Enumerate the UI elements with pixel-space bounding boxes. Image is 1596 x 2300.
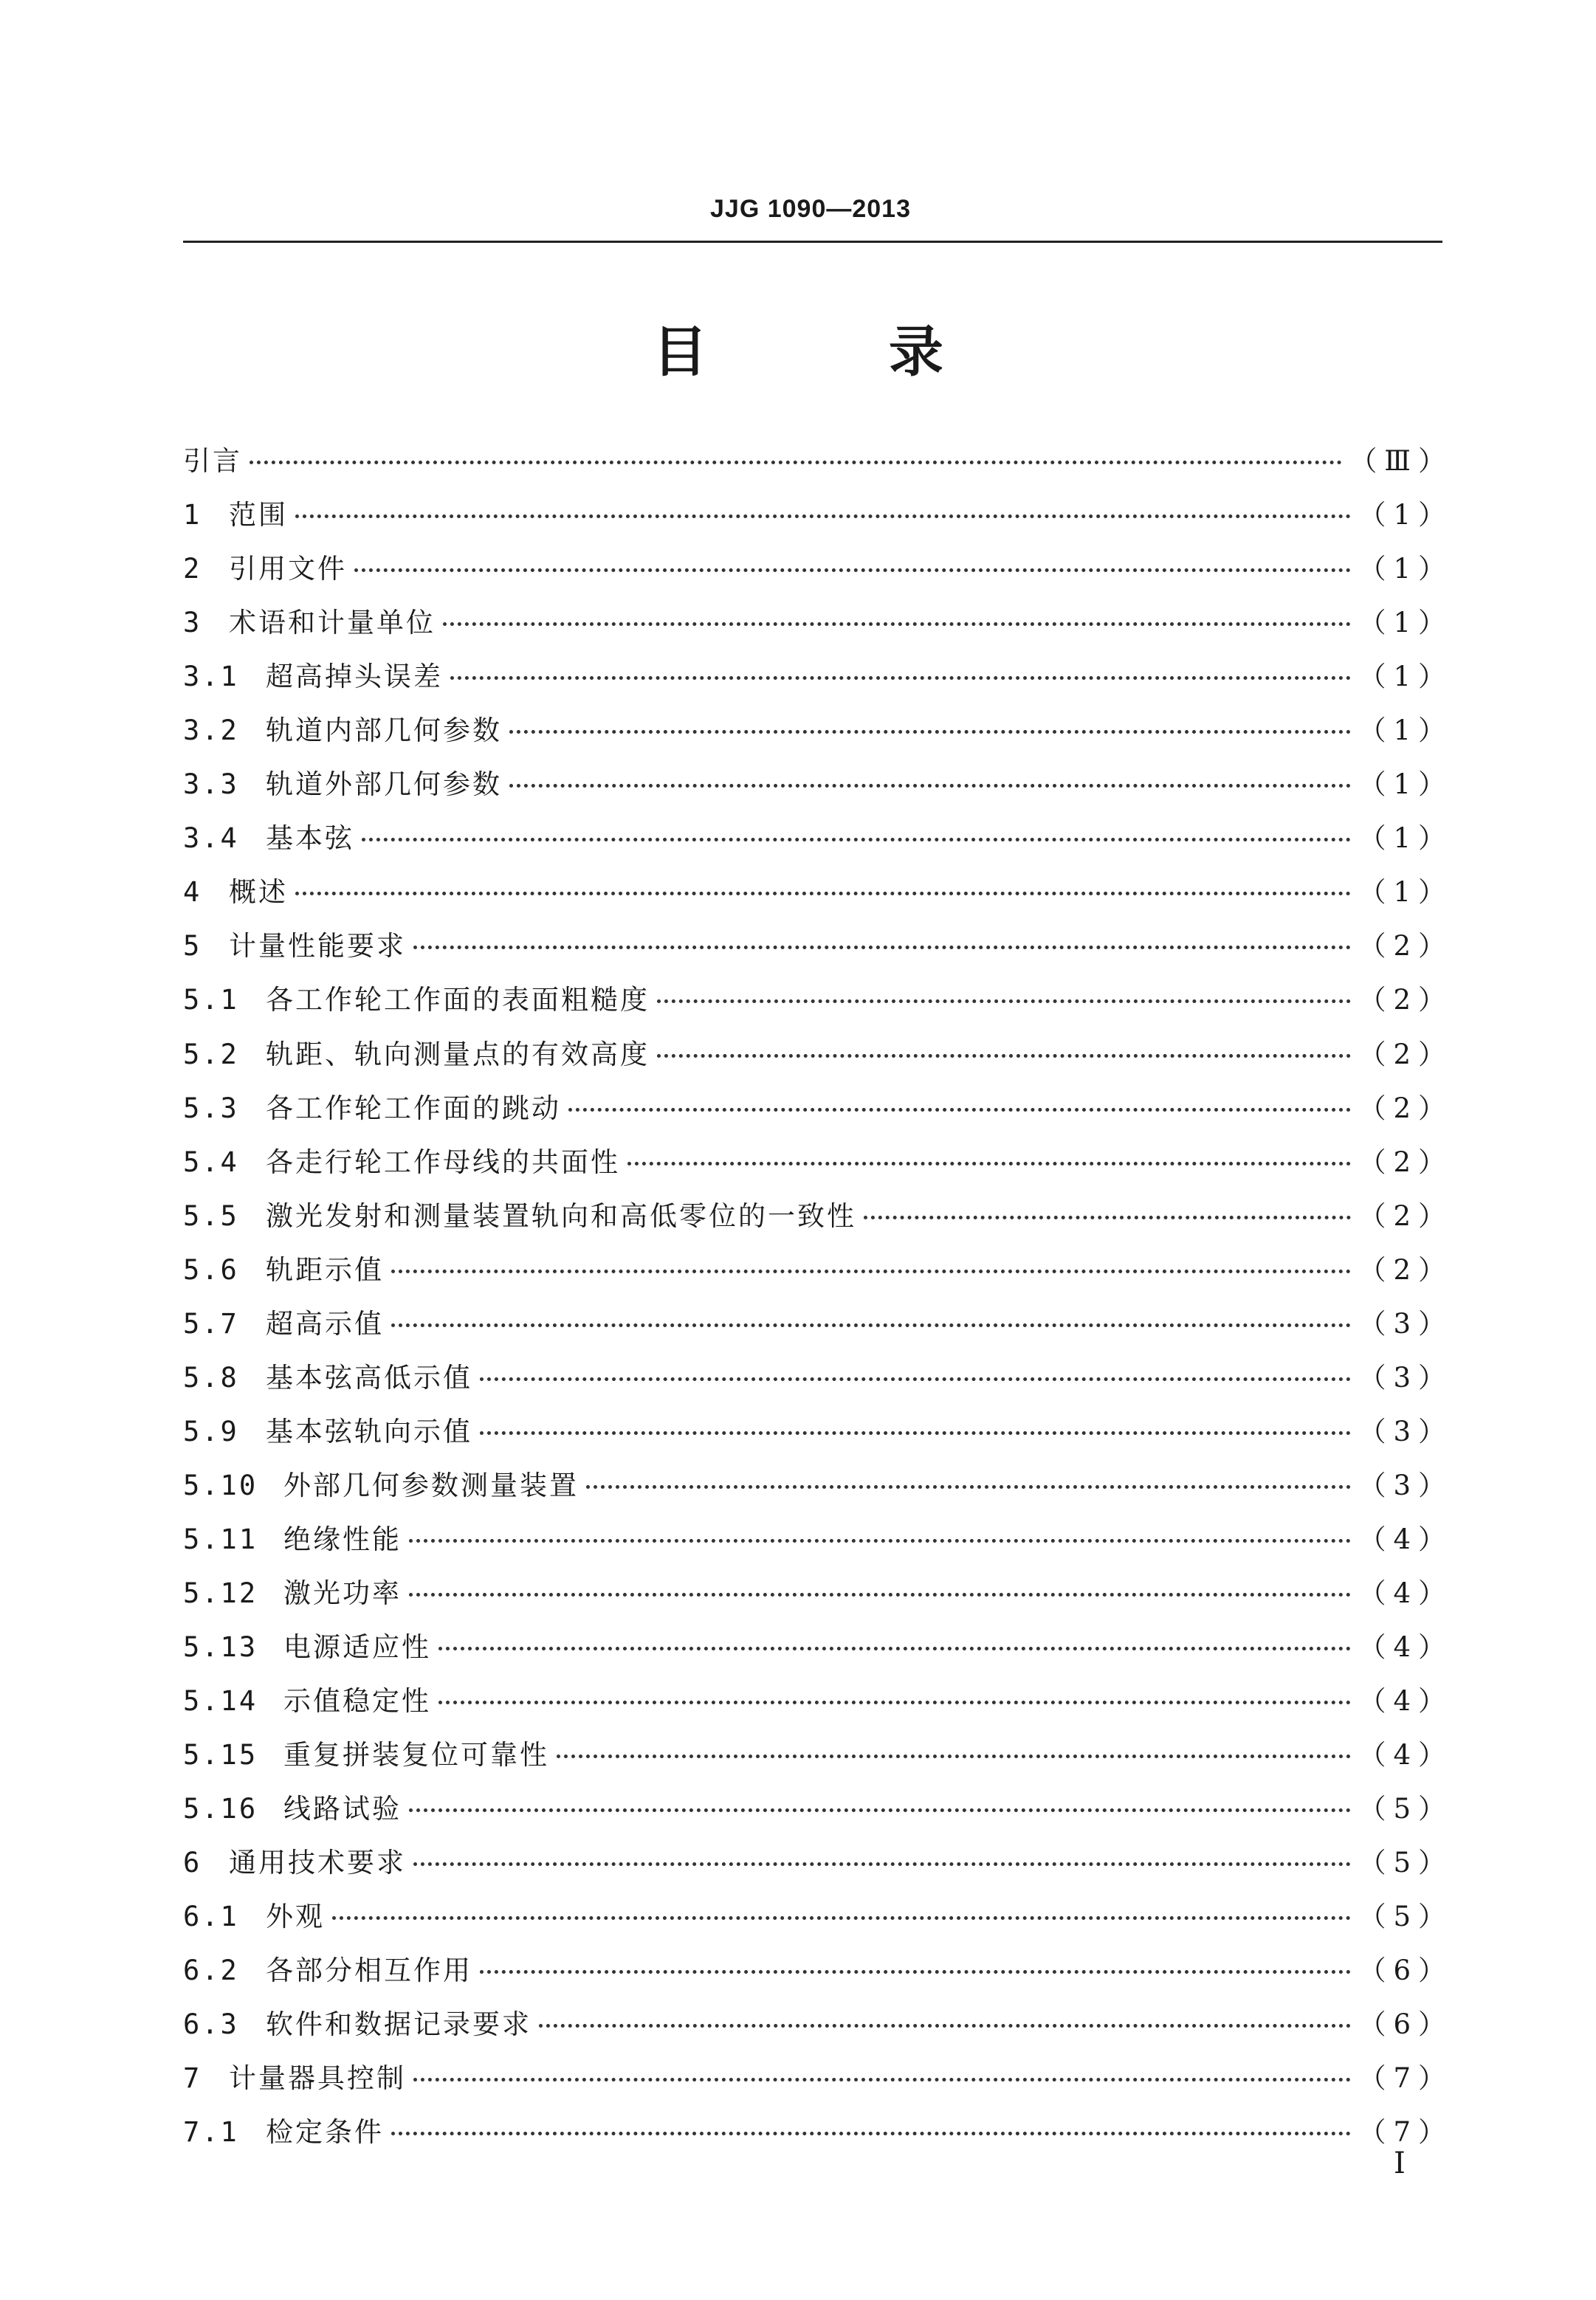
toc-entry[interactable] [183, 919, 1453, 973]
toc-entry[interactable] [183, 1351, 1453, 1405]
toc-leader-dots [391, 1323, 1351, 1327]
toc-entry[interactable] [183, 434, 1453, 488]
toc-leader-dots [438, 1646, 1351, 1650]
toc-entry[interactable] [183, 1566, 1453, 1620]
toc-entry-page: （7） [1358, 2062, 1453, 2095]
toc-leader-dots [657, 999, 1351, 1003]
toc-entry-label: 计量器具控制 [229, 2062, 406, 2095]
toc-leader-dots [627, 1161, 1351, 1166]
toc-entry-number: 5.3 [183, 1092, 239, 1124]
toc-leader-dots [480, 1969, 1351, 1974]
toc-entry[interactable] [183, 1782, 1453, 1836]
toc-entry-page: （4） [1358, 1685, 1453, 1718]
toc-entry[interactable] [183, 811, 1453, 865]
toc-entry-label: 基本弦 [266, 822, 354, 855]
toc-entry[interactable] [183, 1997, 1453, 2051]
toc-entry-number: 2 [183, 553, 202, 585]
toc-entry[interactable] [183, 2105, 1453, 2159]
toc-entry-number: 5.16 [183, 1793, 258, 1825]
toc-entry-page: （3） [1358, 1307, 1453, 1340]
toc-entry-page: （4） [1358, 1631, 1453, 1664]
toc-entry-label: 计量性能要求 [229, 930, 406, 963]
toc-entry-label: 线路试验 [283, 1793, 402, 1825]
toc-entry-page: （1） [1358, 553, 1453, 585]
toc-entry-page: （Ⅲ） [1349, 445, 1453, 477]
toc-entry-page: （6） [1358, 2008, 1453, 2041]
page-number: I [1394, 2146, 1406, 2180]
toc-entry-number: 5.5 [183, 1199, 239, 1232]
toc-entry-label: 外观 [266, 1901, 325, 1933]
toc-entry-page: （5） [1358, 1793, 1453, 1825]
toc-leader-dots [480, 1377, 1351, 1381]
table-of-contents [183, 434, 1453, 2160]
toc-entry-page: （2） [1358, 1253, 1453, 1286]
toc-entry-page: （3） [1358, 1469, 1453, 1501]
toc-entry-page: （1） [1358, 768, 1453, 801]
toc-leader-dots [557, 1754, 1351, 1758]
header-rule [183, 241, 1442, 243]
toc-entry-page: （5） [1358, 1847, 1453, 1879]
toc-entry-label: 软件和数据记录要求 [266, 2008, 532, 2041]
toc-entry[interactable] [183, 650, 1453, 703]
toc-entry-number: 5.1 [183, 984, 239, 1016]
toc-entry-label: 轨距示值 [266, 1253, 384, 1286]
toc-leader-dots [295, 891, 1351, 895]
toc-leader-dots [354, 568, 1351, 572]
toc-entry-page: （2） [1358, 1038, 1453, 1070]
toc-leader-dots [480, 1430, 1351, 1435]
toc-entry-page: （5） [1358, 1901, 1453, 1933]
toc-entry-number: 5.7 [183, 1307, 239, 1340]
toc-leader-dots [413, 945, 1351, 949]
toc-entry-number: 6.2 [183, 1955, 239, 1987]
toc-entry-label: 激光发射和测量装置轨向和高低零位的一致性 [266, 1199, 856, 1232]
toc-entry-page: （3） [1358, 1361, 1453, 1394]
toc-entry-page: （6） [1358, 1955, 1453, 1987]
toc-entry-label: 基本弦轨向示值 [266, 1415, 472, 1447]
toc-entry-label: 各工作轮工作面的跳动 [266, 1092, 561, 1124]
toc-entry[interactable] [183, 1620, 1453, 1674]
toc-entry-label: 各走行轮工作母线的共面性 [266, 1146, 620, 1178]
toc-entry-label: 基本弦高低示值 [266, 1361, 472, 1394]
toc-entry-label: 范围 [229, 499, 288, 531]
toc-entry-page: （2） [1358, 984, 1453, 1016]
toc-entry-number: 6 [183, 1847, 202, 1879]
toc-entry-number: 5.15 [183, 1739, 258, 1772]
toc-entry-page: （1） [1358, 607, 1453, 639]
toc-entry-label: 超高示值 [266, 1307, 384, 1340]
toc-entry-label: 术语和计量单位 [229, 607, 436, 639]
toc-entry-number: 1 [183, 499, 202, 531]
toc-leader-dots [250, 460, 1342, 464]
toc-entry-label: 轨距、轨向测量点的有效高度 [266, 1038, 650, 1070]
toc-entry-label: 引言 [183, 445, 242, 477]
toc-entry[interactable] [183, 703, 1453, 757]
toc-entry-page: （2） [1358, 1199, 1453, 1232]
toc-entry-number: 3.1 [183, 661, 239, 693]
toc-entry[interactable] [183, 1189, 1453, 1243]
toc-leader-dots [409, 1808, 1351, 1812]
toc-entry[interactable] [183, 1135, 1453, 1189]
toc-entry-page: （2） [1358, 1146, 1453, 1178]
toc-leader-dots [450, 675, 1351, 680]
toc-leader-dots [413, 1862, 1351, 1866]
toc-entry-number: 7.1 [183, 2116, 239, 2149]
toc-entry-number: 5.14 [183, 1685, 258, 1718]
toc-entry-page: （1） [1358, 715, 1453, 747]
toc-leader-dots [864, 1215, 1351, 1219]
toc-entry[interactable] [183, 1459, 1453, 1512]
toc-leader-dots [509, 783, 1351, 788]
toc-entry-label: 概述 [229, 876, 288, 909]
toc-leader-dots [568, 1107, 1351, 1112]
toc-leader-dots [409, 1592, 1351, 1597]
toc-leader-dots [332, 1915, 1351, 1920]
toc-leader-dots [443, 622, 1351, 626]
toc-entry[interactable] [183, 973, 1453, 1027]
toc-entry-number: 5.6 [183, 1253, 239, 1286]
toc-entry-number: 5 [183, 930, 202, 963]
toc-entry-label: 激光功率 [283, 1577, 402, 1609]
toc-entry-label: 轨道外部几何参数 [266, 768, 502, 801]
toc-entry[interactable] [183, 1728, 1453, 1782]
toc-entry[interactable] [183, 1081, 1453, 1135]
toc-entry-page: （1） [1358, 876, 1453, 909]
toc-entry[interactable] [183, 1836, 1453, 1890]
toc-entry-label: 轨道内部几何参数 [266, 715, 502, 747]
toc-entry[interactable] [183, 1243, 1453, 1297]
toc-entry-page: （2） [1358, 1092, 1453, 1124]
toc-leader-dots [413, 2077, 1351, 2082]
toc-entry-page: （2） [1358, 930, 1453, 963]
toc-entry-label: 各工作轮工作面的表面粗糙度 [266, 984, 650, 1016]
toc-leader-dots [391, 1269, 1351, 1273]
toc-entry-number: 5.9 [183, 1415, 239, 1447]
toc-entry[interactable] [183, 1297, 1453, 1351]
toc-entry[interactable] [183, 488, 1453, 542]
toc-entry-label: 检定条件 [266, 2116, 384, 2149]
toc-leader-dots [409, 1538, 1351, 1543]
toc-entry-number: 5.8 [183, 1361, 239, 1394]
toc-entry[interactable] [183, 865, 1453, 919]
toc-leader-dots [391, 2131, 1351, 2135]
toc-entry-number: 3.4 [183, 822, 239, 855]
toc-entry[interactable] [183, 1890, 1453, 1943]
toc-entry-number: 6.3 [183, 2008, 239, 2041]
page-title: 目 录 [653, 320, 1025, 384]
toc-entry-page: （4） [1358, 1523, 1453, 1555]
toc-leader-dots [438, 1700, 1351, 1704]
toc-entry-label: 引用文件 [229, 553, 347, 585]
toc-entry[interactable] [183, 1405, 1453, 1459]
toc-entry-page: （3） [1358, 1415, 1453, 1447]
toc-entry-page: （1） [1358, 822, 1453, 855]
toc-leader-dots [657, 1053, 1351, 1058]
toc-leader-dots [586, 1484, 1351, 1489]
toc-entry-page: （4） [1358, 1577, 1453, 1609]
toc-entry-page: （4） [1358, 1739, 1453, 1772]
toc-entry-label: 重复拼装复位可靠性 [283, 1739, 549, 1772]
toc-entry-label: 绝缘性能 [283, 1523, 402, 1555]
toc-entry-label: 各部分相互作用 [266, 1955, 472, 1987]
toc-entry-number: 6.1 [183, 1901, 239, 1933]
toc-entry[interactable] [183, 1674, 1453, 1728]
toc-entry-number: 5.11 [183, 1523, 258, 1555]
toc-entry-page: （1） [1358, 661, 1453, 693]
toc-entry-number: 5.10 [183, 1469, 258, 1501]
toc-entry-label: 示值稳定性 [283, 1685, 431, 1718]
toc-entry-number: 5.13 [183, 1631, 258, 1664]
toc-entry-label: 外部几何参数测量装置 [283, 1469, 579, 1501]
toc-entry[interactable] [183, 757, 1453, 811]
document-code-header: JJG 1090—2013 [710, 195, 911, 223]
toc-entry-number: 3.3 [183, 768, 239, 801]
toc-entry-page: （1） [1358, 499, 1453, 531]
toc-entry[interactable] [183, 1027, 1453, 1081]
toc-leader-dots [362, 837, 1351, 841]
toc-entry-label: 超高掉头误差 [266, 661, 443, 693]
toc-entry-number: 5.4 [183, 1146, 239, 1178]
toc-leader-dots [295, 514, 1351, 518]
toc-entry-number: 4 [183, 876, 202, 909]
toc-entry-label: 通用技术要求 [229, 1847, 406, 1879]
toc-entry-number: 3.2 [183, 715, 239, 747]
toc-leader-dots [509, 729, 1351, 734]
toc-entry-number: 7 [183, 2062, 202, 2095]
toc-leader-dots [539, 2023, 1351, 2028]
toc-entry-page: （7） [1358, 2116, 1453, 2149]
toc-entry[interactable] [183, 1943, 1453, 1997]
toc-entry-label: 电源适应性 [283, 1631, 431, 1664]
toc-entry[interactable] [183, 1512, 1453, 1566]
toc-entry[interactable] [183, 2051, 1453, 2105]
toc-entry-number: 3 [183, 607, 202, 639]
toc-entry-number: 5.2 [183, 1038, 239, 1070]
toc-entry[interactable] [183, 542, 1453, 596]
toc-entry-number: 5.12 [183, 1577, 258, 1609]
toc-entry[interactable] [183, 596, 1453, 650]
